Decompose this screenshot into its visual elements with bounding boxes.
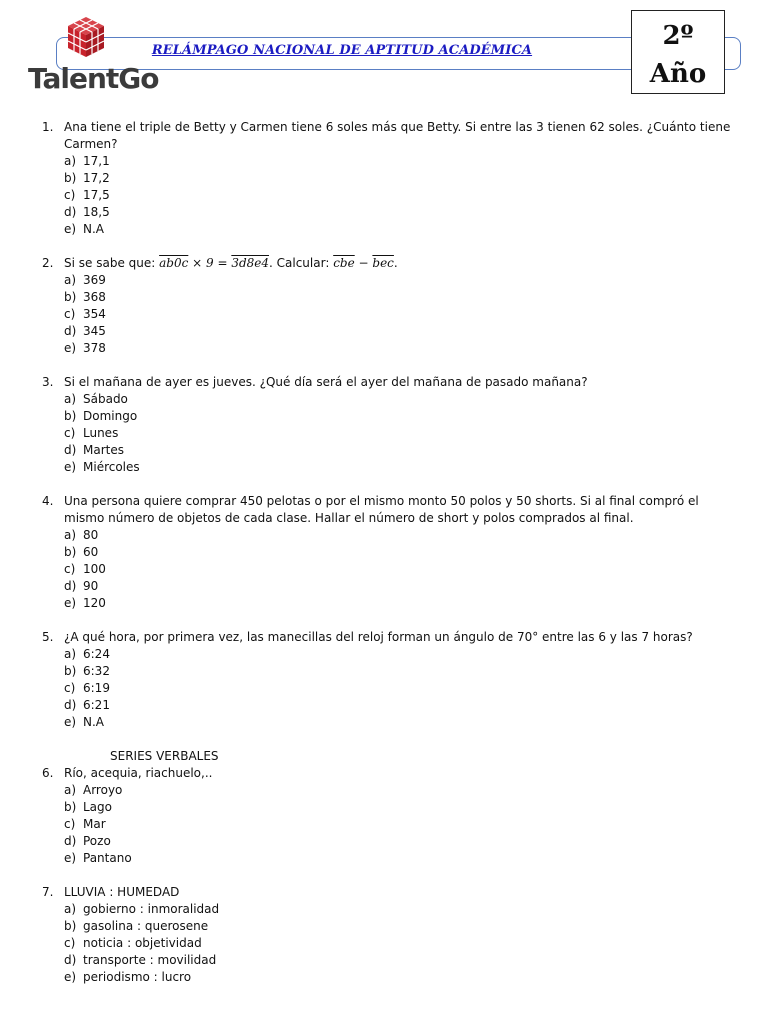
- question-text: Una persona quiere comprar 450 pelotas o por el mismo monto 50 polos y 50 shorts. Si al final compró el mismo número de objetos de cada clase. Hallar el número de short y polos comprados al final.: [64, 494, 699, 525]
- option-text: 120: [83, 596, 106, 610]
- option-d: [64, 952, 742, 969]
- option-letter: d): [64, 953, 77, 967]
- math-term: ab0c: [159, 256, 189, 270]
- grade-number: 2º: [662, 21, 694, 51]
- option-b: [64, 289, 742, 306]
- option-text: gasolina : querosene: [83, 919, 209, 933]
- option-c: [64, 187, 742, 204]
- option-letter: b): [64, 800, 77, 814]
- question-number: 7.: [42, 885, 54, 899]
- option-letter: a): [64, 902, 77, 916]
- option-text: 90: [83, 579, 99, 593]
- option-a: [64, 782, 742, 799]
- option-text: 80: [83, 528, 99, 542]
- option-e: [64, 595, 742, 612]
- question-5: [42, 629, 742, 731]
- option-text: Mar: [83, 817, 106, 831]
- option-e: [64, 221, 742, 238]
- question-number: 2.: [42, 256, 54, 270]
- question-number: 5.: [42, 630, 54, 644]
- option-a: [64, 153, 742, 170]
- option-text: 17,5: [83, 188, 110, 202]
- question-1: [42, 119, 742, 238]
- option-c: [64, 425, 742, 442]
- math-term: 3d8e4: [231, 256, 270, 270]
- option-list: [64, 901, 742, 986]
- option-list: [64, 527, 742, 612]
- question-text-prefix: Si se sabe que:: [64, 256, 160, 270]
- option-a: [64, 391, 742, 408]
- exam-title: RELÁMPAGO NACIONAL DE APTITUD ACADÉMICA: [151, 43, 533, 58]
- option-list: [64, 646, 742, 731]
- option-list: [64, 153, 742, 238]
- option-letter: a): [64, 647, 77, 661]
- option-b: [64, 544, 742, 561]
- option-letter: c): [64, 817, 76, 831]
- option-letter: e): [64, 596, 77, 610]
- option-text: 17,2: [83, 171, 110, 185]
- question-3: [42, 374, 742, 476]
- option-text: Domingo: [83, 409, 138, 423]
- question-number: 6.: [42, 766, 54, 780]
- option-e: [64, 714, 742, 731]
- option-letter: b): [64, 290, 77, 304]
- option-text: Martes: [83, 443, 124, 457]
- question-text: Ana tiene el triple de Betty y Carmen tiene 6 soles más que Betty. Si entre las 3 tienen 62 soles. ¿Cuánto tiene Carmen?: [64, 120, 731, 151]
- option-letter: d): [64, 443, 77, 457]
- option-text: 17,1: [83, 154, 110, 168]
- option-letter: c): [64, 562, 76, 576]
- option-c: [64, 306, 742, 323]
- brand-logo-text: TalentGo: [28, 62, 159, 95]
- question-text: LLUVIA : HUMEDAD: [64, 885, 180, 899]
- question-2: [42, 255, 742, 357]
- question-text: Río, acequia, riachuelo,..: [64, 766, 213, 780]
- option-text: 6:19: [83, 681, 110, 695]
- option-letter: e): [64, 851, 77, 865]
- option-c: [64, 561, 742, 578]
- option-text: 345: [83, 324, 106, 338]
- option-text: 100: [83, 562, 106, 576]
- option-text: 378: [83, 341, 106, 355]
- option-text: Arroyo: [83, 783, 123, 797]
- question-list: [42, 119, 742, 1003]
- question-text-end: .: [393, 256, 398, 270]
- option-text: Miércoles: [83, 460, 140, 474]
- option-text: Pantano: [83, 851, 132, 865]
- option-letter: d): [64, 698, 77, 712]
- option-letter: c): [64, 188, 76, 202]
- section-heading: SERIES VERBALES: [110, 749, 219, 763]
- option-e: [64, 850, 742, 867]
- option-e: [64, 340, 742, 357]
- option-b: [64, 170, 742, 187]
- option-letter: b): [64, 919, 77, 933]
- option-b: [64, 408, 742, 425]
- option-letter: b): [64, 409, 77, 423]
- option-letter: e): [64, 341, 77, 355]
- grade-word: Año: [649, 59, 707, 89]
- option-a: [64, 901, 742, 918]
- option-letter: a): [64, 154, 77, 168]
- option-letter: a): [64, 528, 77, 542]
- question-text: ¿A qué hora, por primera vez, las manecillas del reloj forman un ángulo de 70° entre las 6 y las 7 horas?: [64, 630, 693, 644]
- question-text: Si el mañana de ayer es jueves. ¿Qué día será el ayer del mañana de pasado mañana?: [64, 375, 588, 389]
- option-text: 60: [83, 545, 99, 559]
- question-4: [42, 493, 742, 612]
- option-d: [64, 204, 742, 221]
- option-list: [64, 782, 742, 867]
- option-text: 6:24: [83, 647, 110, 661]
- option-letter: a): [64, 273, 77, 287]
- question-number: 1.: [42, 120, 54, 134]
- option-letter: a): [64, 392, 77, 406]
- option-b: [64, 799, 742, 816]
- option-letter: e): [64, 460, 77, 474]
- option-letter: a): [64, 783, 77, 797]
- option-a: [64, 272, 742, 289]
- question-number: 3.: [42, 375, 54, 389]
- option-d: [64, 442, 742, 459]
- option-letter: d): [64, 324, 77, 338]
- math-operator: × 9 =: [188, 256, 232, 270]
- option-letter: e): [64, 222, 77, 236]
- option-letter: b): [64, 545, 77, 559]
- option-letter: e): [64, 970, 77, 984]
- question-text-middle: . Calcular:: [269, 256, 334, 270]
- option-letter: c): [64, 426, 76, 440]
- option-letter: b): [64, 664, 77, 678]
- option-text: 354: [83, 307, 106, 321]
- option-text: Lago: [83, 800, 112, 814]
- option-letter: c): [64, 307, 76, 321]
- option-text: periodismo : lucro: [83, 970, 192, 984]
- option-letter: d): [64, 205, 77, 219]
- option-text: Sábado: [83, 392, 128, 406]
- option-d: [64, 323, 742, 340]
- option-list: [64, 391, 742, 476]
- option-letter: c): [64, 936, 76, 950]
- option-c: [64, 935, 742, 952]
- question-7: [42, 884, 742, 986]
- option-letter: c): [64, 681, 76, 695]
- option-text: Lunes: [83, 426, 119, 440]
- option-a: [64, 646, 742, 663]
- math-term: $\overline{bec}$: [372, 256, 394, 270]
- math-operator: −: [354, 256, 373, 270]
- option-text: gobierno : inmoralidad: [83, 902, 220, 916]
- option-text: N.A: [83, 222, 104, 236]
- option-text: 18,5: [83, 205, 110, 219]
- option-text: transporte : movilidad: [83, 953, 217, 967]
- option-text: 369: [83, 273, 106, 287]
- math-term: $\overline{cbe}$: [333, 256, 355, 270]
- option-b: [64, 918, 742, 935]
- option-c: [64, 816, 742, 833]
- option-e: [64, 459, 742, 476]
- grade-box: [631, 10, 725, 94]
- option-e: [64, 969, 742, 986]
- option-letter: e): [64, 715, 77, 729]
- question-number: 4.: [42, 494, 54, 508]
- option-text: Pozo: [83, 834, 111, 848]
- option-letter: d): [64, 834, 77, 848]
- question-6: [42, 765, 742, 867]
- option-d: [64, 697, 742, 714]
- question-text: [64, 255, 742, 272]
- option-d: [64, 578, 742, 595]
- option-c: [64, 680, 742, 697]
- option-text: 368: [83, 290, 106, 304]
- option-a: [64, 527, 742, 544]
- option-text: 6:32: [83, 664, 110, 678]
- option-list: [64, 272, 742, 357]
- option-letter: d): [64, 579, 77, 593]
- option-text: 6:21: [83, 698, 110, 712]
- option-b: [64, 663, 742, 680]
- option-d: [64, 833, 742, 850]
- option-text: N.A: [83, 715, 104, 729]
- option-letter: b): [64, 171, 77, 185]
- option-text: noticia : objetividad: [83, 936, 202, 950]
